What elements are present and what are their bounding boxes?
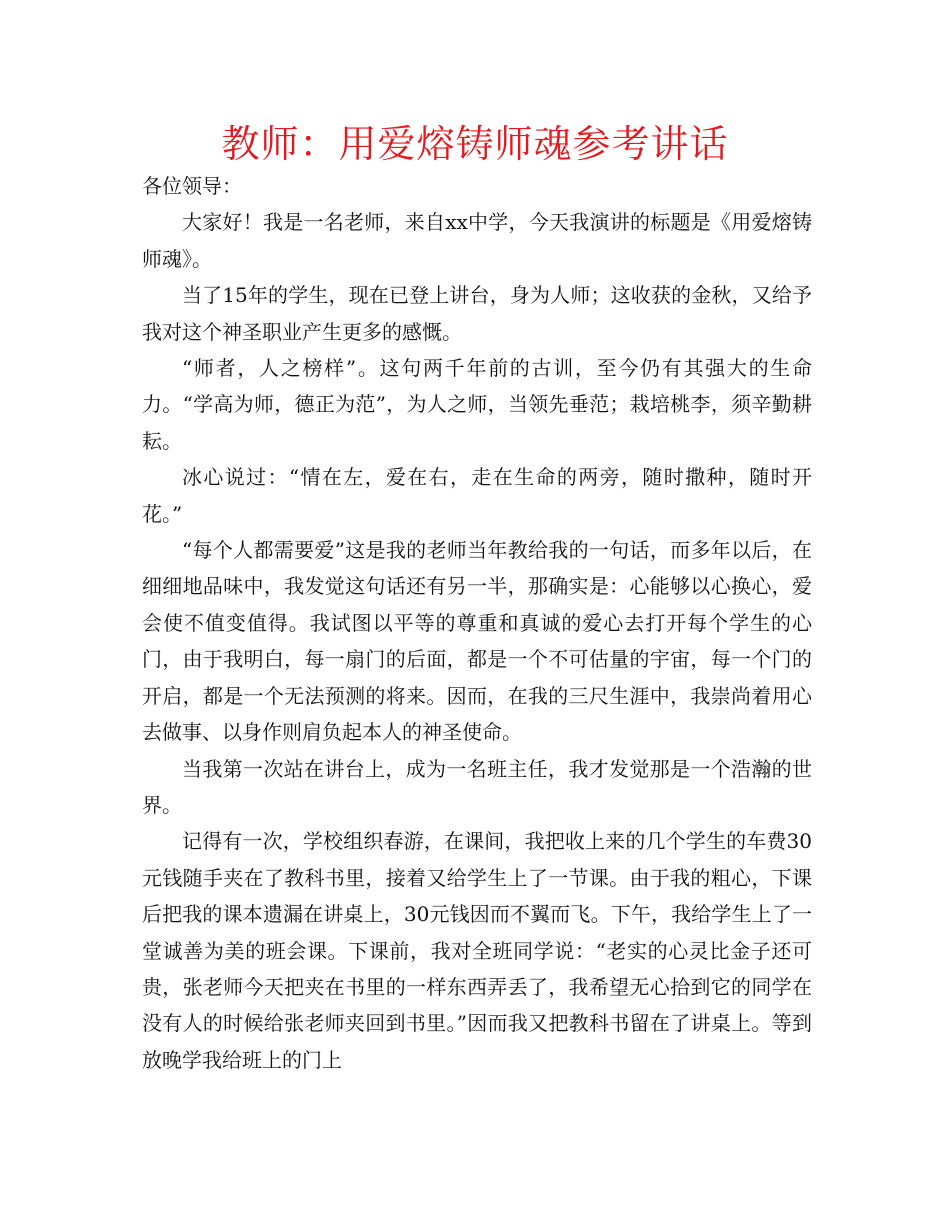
document-body	[142, 168, 812, 1078]
paragraph: “师者，人之榜样”。这句两千年前的古训，至今仍有其强大的生命力。“学高为师，德正为范”，为人之师，当领先垂范；栽培桃李，须辛勤耕耘。	[142, 356, 812, 453]
salutation: 各位领导：	[142, 174, 242, 198]
paragraph: 当我第一次站在讲台上，成为一名班主任，我才发觉那是一个浩瀚的世界。	[142, 756, 812, 817]
paragraph: 当了15年的学生，现在已登上讲台，身为人师；这收获的金秋，又给予我对这个神圣职业产生更多的感慨。	[142, 283, 812, 344]
paragraph: 记得有一次，学校组织春游，在课间，我把收上来的几个学生的车费30元钱随手夹在了教科书里，接着又给学生上了一节课。由于我的粗心，下课后把我的课本遗漏在讲桌上，30元钱因而不翼而飞。下午，我给学生上了一堂诚善为美的班会课。下课前，我对全班同学说：“老实的心灵比金子还可贵，张老师今天把夹在书里的一样东西弄丢了，我希望无心拾到它的同学在没有人的时候给张老师夹回到书里。”因而我又把教科书留在了讲桌上。等到放晚学我给班上的门上	[142, 829, 812, 1072]
paragraph: 冰心说过：“情在左，爱在右，走在生命的两旁，随时撒种，随时开花。”	[142, 465, 812, 526]
paragraph: 大家好！我是一名老师，来自xx中学，今天我演讲的标题是《用爱熔铸师魂》。	[142, 210, 812, 271]
document-title: 教师：用爱熔铸师魂参考讲话	[221, 122, 729, 166]
paragraph: “每个人都需要爱”这是我的老师当年教给我的一句话，而多年以后，在细细地品味中，我发觉这句话还有另一半，那确实是：心能够以心换心，爱会使不值变值得。我试图以平等的尊重和真诚的爱心去打开每个学生的心门，由于我明白，每一扇门的后面，都是一个不可估量的宇宙，每一个门的开启，都是一个无法预测的将来。因而，在我的三尺生涯中，我崇尚着用心去做事、以身作则肩负起本人的神圣使命。	[142, 538, 812, 745]
